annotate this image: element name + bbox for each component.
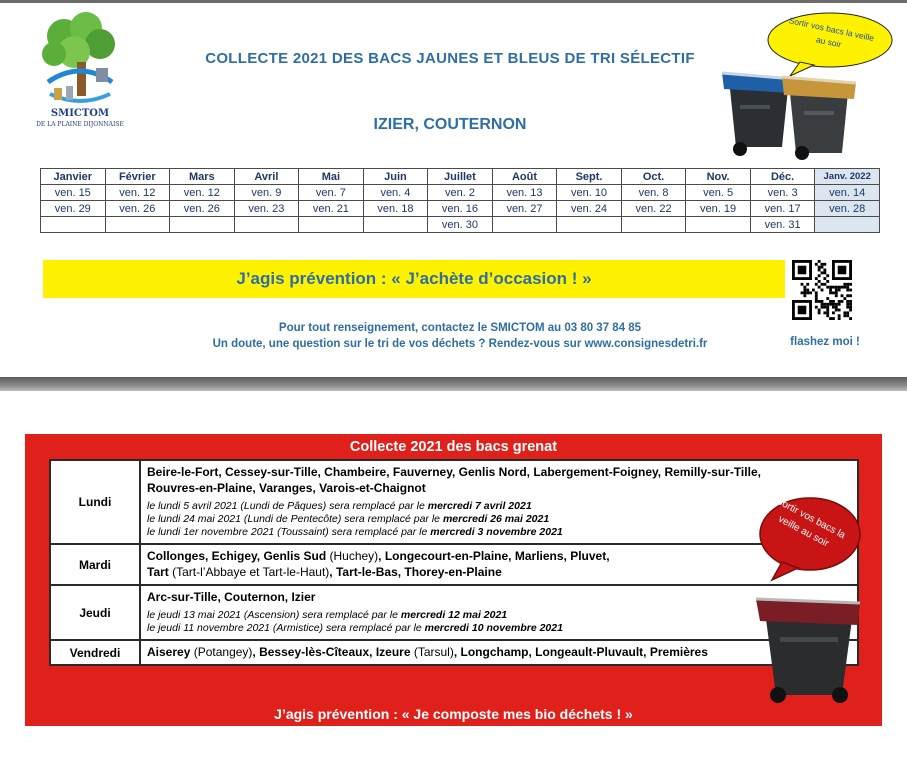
town-text: (Huchey) (326, 549, 379, 563)
qr-label: flashez moi ! (790, 336, 860, 348)
grenat-day-row (50, 460, 858, 544)
towns-cell (140, 640, 858, 665)
top-border (0, 0, 907, 3)
calendar-date-cell (234, 217, 299, 233)
grenat-day-row (50, 640, 858, 665)
page-separator (0, 377, 907, 391)
town-text: (Tart-l’Abbaye et Tart-le-Haut) (168, 565, 330, 579)
calendar-month-header: Mai (299, 169, 364, 185)
note-text: le jeudi 13 mai 2021 (Ascension) sera remplacé par le (147, 609, 401, 621)
calendar-date-cell: ven. 12 (170, 185, 235, 201)
calendar-month-header: Février (105, 169, 170, 185)
note-replacement-date: mercredi 12 mai 2021 (400, 609, 508, 621)
calendar-date-cell: ven. 4 (363, 185, 428, 201)
day-label: Vendredi (50, 640, 140, 665)
calendar-date-cell (41, 217, 106, 233)
calendar-date-cell: ven. 7 (299, 185, 364, 201)
calendar-date-cell (363, 217, 428, 233)
town-text: (Potangey) (190, 645, 253, 659)
calendar-date-cell: ven. 22 (621, 201, 686, 217)
grenat-schedule-table (49, 459, 859, 666)
logo-name: SMICTOM (50, 108, 110, 119)
calendar-row (41, 185, 880, 201)
calendar-date-cell: ven. 27 (492, 201, 557, 217)
town-text: Tart (147, 565, 169, 579)
calendar-date-cell: ven. 30 (428, 217, 493, 233)
calendar-date-cell (105, 217, 170, 233)
holiday-note (147, 622, 851, 635)
calendar-date-cell: ven. 21 (299, 201, 364, 217)
calendar-month-header: Juin (363, 169, 428, 185)
qr-code[interactable] (792, 260, 852, 320)
note-replacement-date: mercredi 26 mai 2021 (442, 513, 550, 525)
calendar-date-cell: ven. 9 (234, 185, 299, 201)
town-text: Rouvres-en-Plaine, Varanges, Varois-et-Chaignot (147, 481, 426, 495)
calendar-month-header: Nov. (686, 169, 751, 185)
calendar-date-cell: ven. 14 (815, 185, 880, 201)
calendar-month-header: Janvier (41, 169, 106, 185)
note-replacement-date: mercredi 3 novembre 2021 (430, 526, 563, 538)
day-label: Mardi (50, 544, 140, 585)
towns-cell (140, 544, 858, 585)
calendar-month-header: Août (492, 169, 557, 185)
note-text: le jeudi 11 novembre 2021 (Armistice) sera remplacé par le (147, 622, 425, 634)
note-text: le lundi 24 mai 2021 (Lundi de Pentecôte) sera remplacé par le (147, 513, 443, 525)
calendar-date-cell: ven. 3 (750, 185, 815, 201)
wheelie-bins-icon (712, 55, 862, 160)
holiday-note (147, 609, 851, 622)
logo-subtitle: DE LA PLAINE DIJONNAISE (36, 121, 124, 128)
calendar-date-cell: ven. 26 (170, 201, 235, 217)
day-label: Lundi (50, 460, 140, 544)
town-text: , Bessey-lès-Cîteaux, Izeure (252, 645, 411, 659)
note-text: le lundi 5 avril 2021 (Lundi de Pâques) sera remplacé par le (147, 500, 428, 512)
calendar-date-cell (492, 217, 557, 233)
calendar-date-cell: ven. 19 (686, 201, 751, 217)
calendar-date-cell: ven. 23 (234, 201, 299, 217)
calendar-date-cell (621, 217, 686, 233)
qr-code-icon (792, 260, 852, 320)
note-text: le lundi 1er novembre 2021 (Toussaint) sera remplacé par le (147, 526, 431, 538)
towns-cell (140, 585, 858, 640)
holiday-note (147, 526, 851, 539)
calendar-date-cell (815, 217, 880, 233)
calendar-date-cell (557, 217, 622, 233)
calendar-date-cell: ven. 18 (363, 201, 428, 217)
calendar-date-cell: ven. 13 (492, 185, 557, 201)
towns-cell (140, 460, 858, 544)
day-label: Jeudi (50, 585, 140, 640)
calendar-date-cell: ven. 5 (686, 185, 751, 201)
towns-line (147, 464, 851, 480)
collection-calendar-table (40, 168, 880, 233)
town-text: Arc-sur-Tille, Couternon, Izier (147, 590, 316, 604)
speech-bubble-red (752, 490, 862, 582)
bubble-text: Sortir vos bacs la veille au soir (774, 495, 847, 550)
yellow-blue-bins-image (712, 55, 862, 160)
calendar-date-cell (170, 217, 235, 233)
calendar-date-cell: ven. 31 (750, 217, 815, 233)
calendar-date-cell: ven. 15 (41, 185, 106, 201)
grenat-bin-image (752, 585, 867, 705)
calendar-date-cell (686, 217, 751, 233)
calendar-month-header: Juillet (428, 169, 493, 185)
calendar-row (41, 217, 880, 233)
town-text: Beire-le-Fort, Cessey-sur-Tille, Chambeire, Fauverney, Genlis Nord, Labergement-Foigney, Remilly-sur-Tille, (147, 465, 761, 479)
grenat-prevention-footer: J’agis prévention : « Je composte mes bio déchets ! » (274, 706, 633, 722)
holiday-notes (147, 609, 851, 635)
calendar-date-cell: ven. 26 (105, 201, 170, 217)
calendar-date-cell (299, 217, 364, 233)
calendar-row (41, 201, 880, 217)
contact-phone-line: Pour tout renseignement, contactez le SMICTOM au 03 80 37 84 85 (278, 322, 642, 334)
town-text: Aiserey (147, 645, 191, 659)
calendar-date-cell: ven. 28 (815, 201, 880, 217)
calendar-body (41, 185, 880, 233)
calendar-header-row (41, 169, 880, 185)
calendar-month-header: Sept. (557, 169, 622, 185)
towns-line (147, 589, 851, 605)
towns-title: IZIER, COUTERNON (373, 116, 527, 133)
note-replacement-date: mercredi 7 avril 2021 (427, 500, 532, 512)
town-text: , Longchamp, Longeault-Pluvault, Premières (453, 645, 708, 659)
towns-line (147, 548, 851, 564)
calendar-date-cell: ven. 24 (557, 201, 622, 217)
calendar-date-cell: ven. 10 (557, 185, 622, 201)
town-text: , Longecourt-en-Plaine, Marliens, Pluvet, (378, 549, 610, 563)
smictom-logo (30, 12, 130, 132)
tree-logo-icon (30, 12, 130, 108)
calendar-month-header: Oct. (621, 169, 686, 185)
wheelie-bin-icon (752, 585, 867, 705)
page-title: COLLECTE 2021 DES BACS JAUNES ET BLEUS DE TRI SÉLECTIF (205, 50, 695, 67)
grenat-schedule-body (50, 460, 858, 665)
calendar-date-cell: ven. 29 (41, 201, 106, 217)
holiday-note (147, 513, 851, 526)
grenat-title: Collecte 2021 des bacs grenat (349, 439, 558, 455)
town-text: Collonges, Echigey, Genlis Sud (147, 549, 327, 563)
bubble-text: Sortir vos bacs la veille au soir (787, 15, 875, 50)
calendar-month-header: Déc. (750, 169, 815, 185)
holiday-note (147, 500, 851, 513)
calendar-date-cell: ven. 17 (750, 201, 815, 217)
contact-website-line: Un doute, une question sur le tri de vos déchets ? Rendez-vous sur www.consignesdetri.fr (212, 338, 708, 350)
grenat-day-row (50, 544, 858, 585)
calendar-month-header: Mars (170, 169, 235, 185)
calendar-month-header: Avril (234, 169, 299, 185)
towns-line (147, 480, 851, 496)
calendar-date-cell: ven. 2 (428, 185, 493, 201)
calendar-month-header: Janv. 2022 (815, 169, 880, 185)
calendar-date-cell: ven. 8 (621, 185, 686, 201)
town-text: , Tart-le-Bas, Thorey-en-Plaine (329, 565, 502, 579)
prevention-banner (43, 260, 785, 298)
towns-line (147, 644, 851, 660)
grenat-day-row (50, 585, 858, 640)
calendar-date-cell: ven. 16 (428, 201, 493, 217)
prevention-banner-text: J’agis prévention : « J’achète d’occasion ! » (236, 269, 592, 288)
note-replacement-date: mercredi 10 novembre 2021 (424, 622, 563, 634)
calendar-date-cell: ven. 12 (105, 185, 170, 201)
holiday-notes (147, 500, 851, 539)
town-text: (Tarsul) (410, 645, 454, 659)
towns-line (147, 564, 851, 580)
